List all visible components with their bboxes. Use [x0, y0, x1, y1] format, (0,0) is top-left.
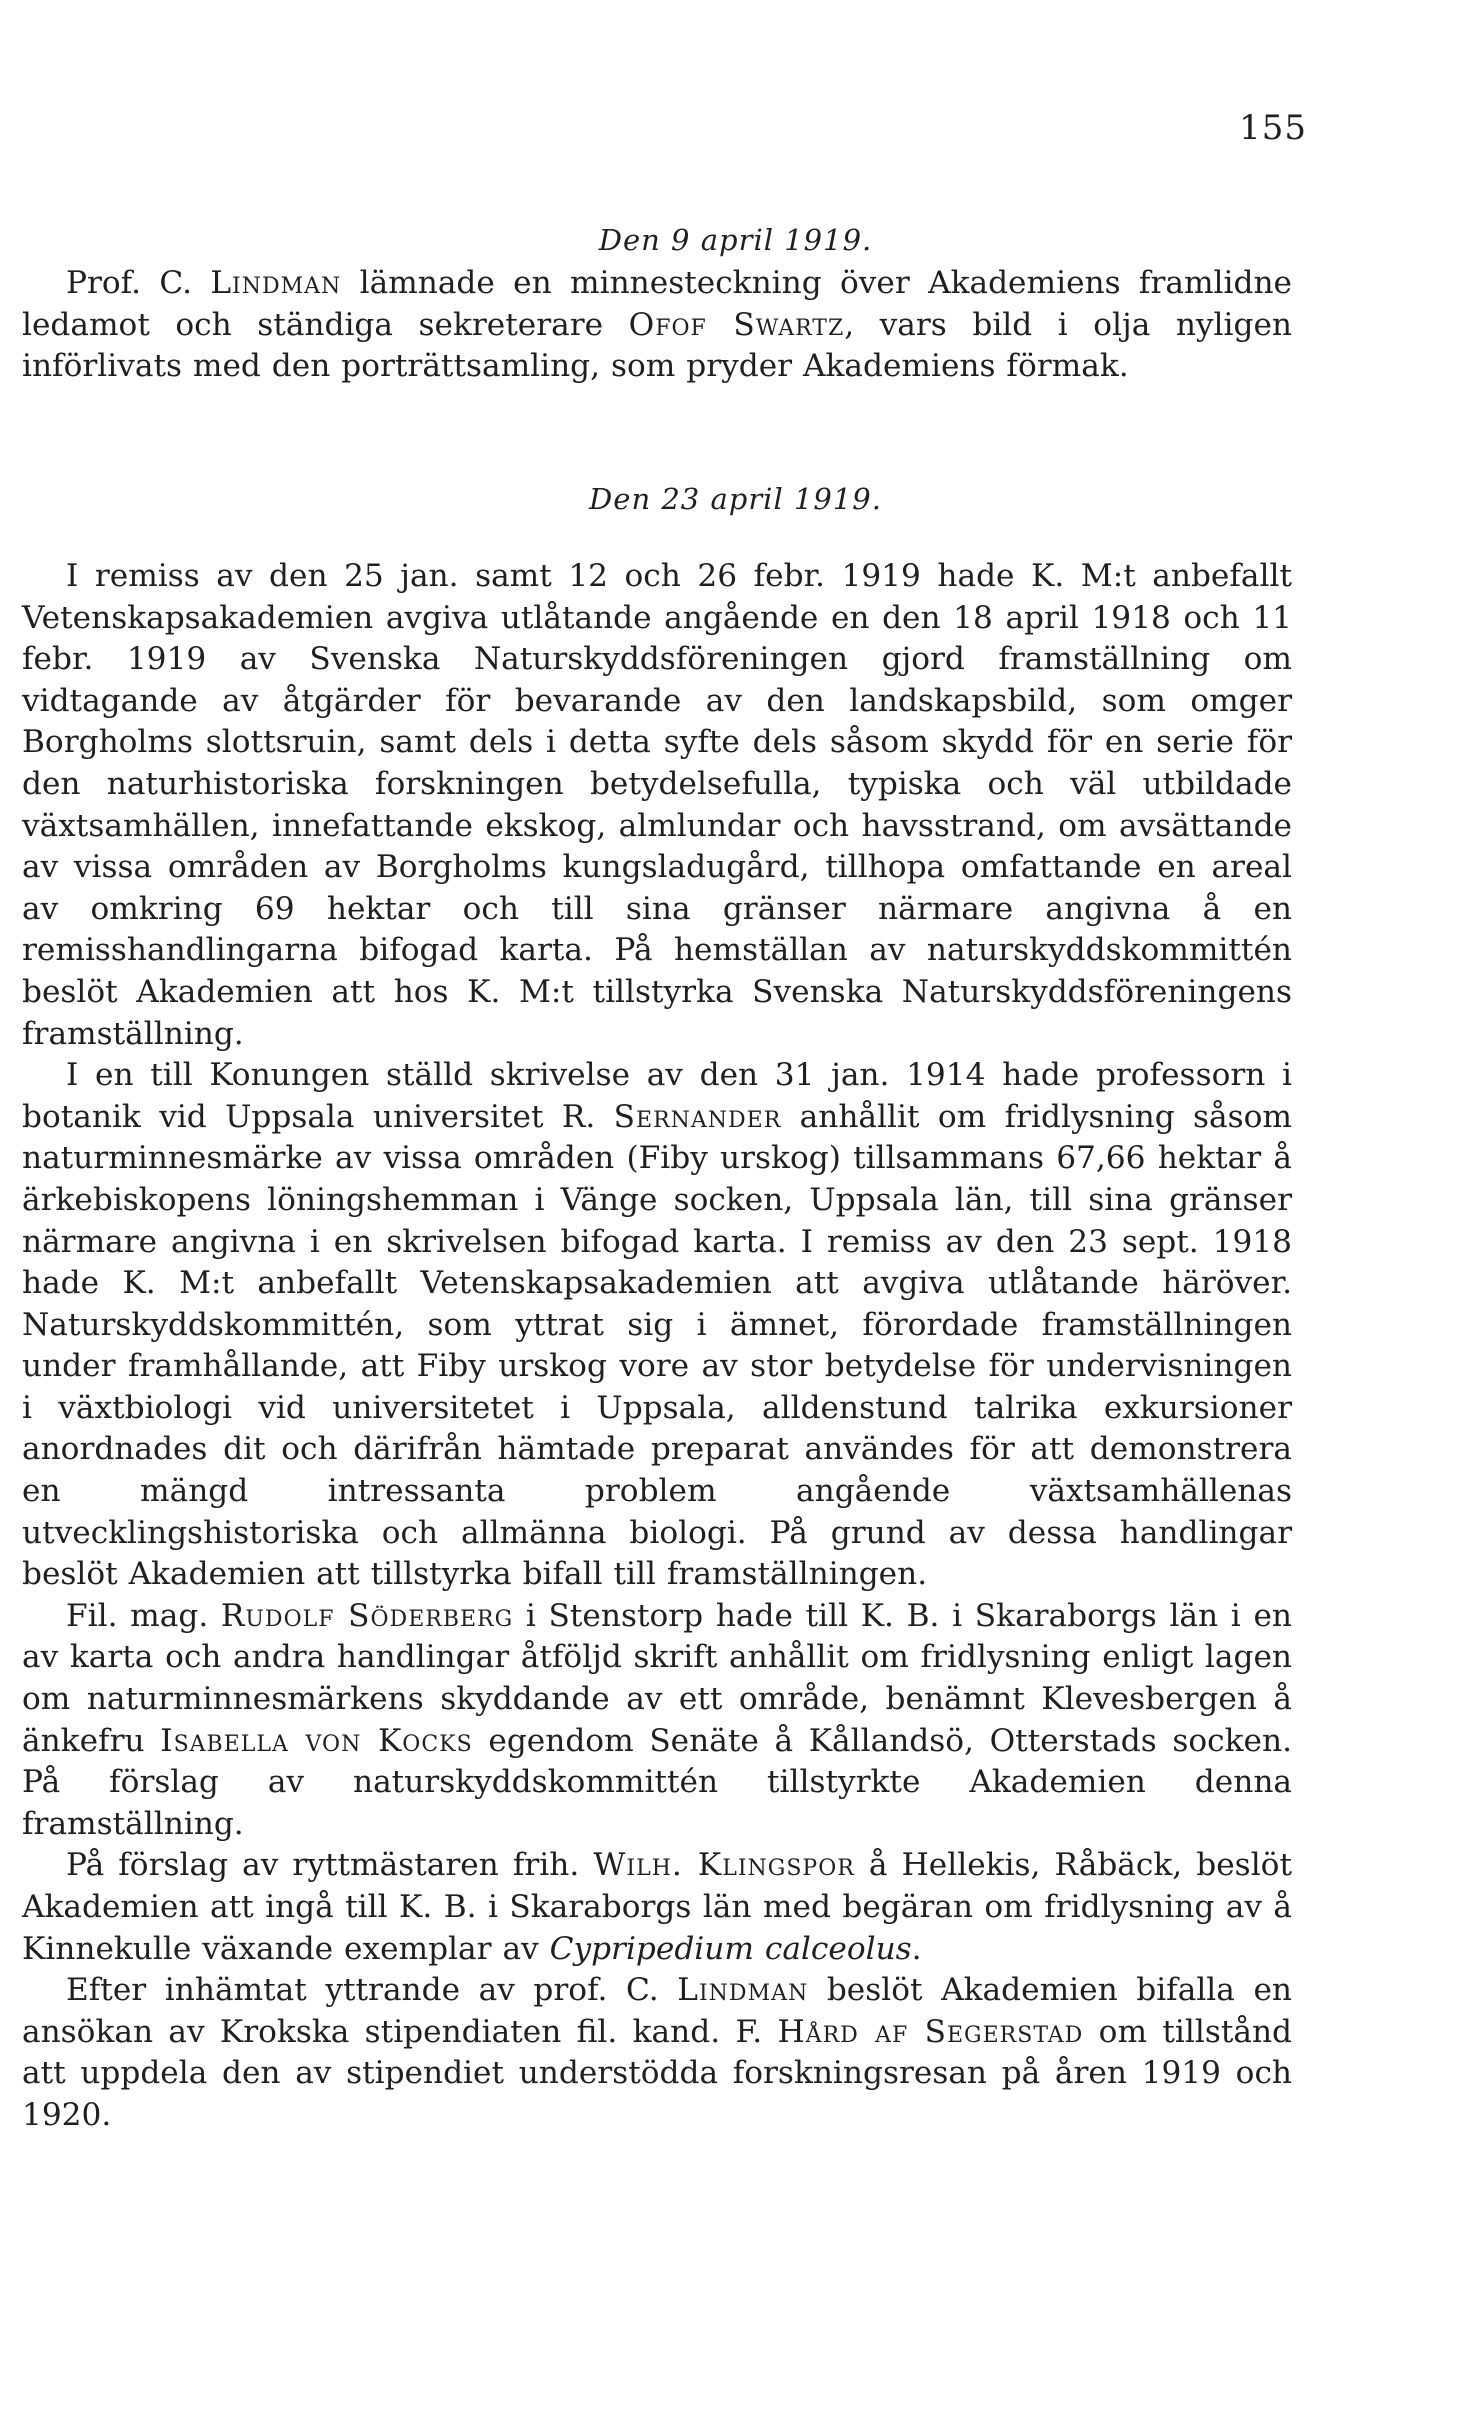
person-name: Hård af Segerstad	[777, 2013, 1084, 2050]
paragraph-lindman-memorial: Prof. C. Lindman lämnade en minnesteckning över Akademiens framlidne ledamot och ständiga sekreterare Ofof Swartz, vars bild i olja nyligen införlivats med den porträttsamling, som pryder Akademiens förmak.	[22, 265, 1293, 385]
person-name: Lindman	[210, 265, 342, 301]
paragraph-borgholm: I remiss av den 25 jan. samt 12 och 26 febr. 1919 hade K. M:t anbefallt Vetenskapsakademien avgiva utlåtande angående en den 18 april 1918 och 11 febr. 1919 av Svenska Naturskyddsföreningen gjord framställning om vidtagande av åtgärder för bevarande av den landskapsbild, som omger Borgholms slottsruin, samt dels i detta syfte dels såsom skydd för en serie för den naturhistoriska forskningen betydelsefulla, typiska och väl utbildade växtsamhällen, innefattande ekskog, almlundar och havsstrand, om avsättande av vissa områden av Borgholms kungsladugård, tillhopa omfattande en areal av omkring 69 hektar och till sina gränser närmare angivna å en remisshandlingarna bifogad karta. På hemställan av naturskyddskommittén beslöt Akademien att hos K. M:t tillstyrka Svenska Naturskyddsföreningens framställning.	[22, 558, 1292, 1052]
date-heading-april-23: Den 23 april 1919.	[589, 482, 882, 516]
date-heading-april-9: Den 9 april 1919.	[598, 223, 873, 257]
person-name: Rudolf Söderberg	[220, 1597, 514, 1634]
section-april-23	[22, 556, 1292, 2137]
person-name: Lindman	[677, 1972, 809, 2009]
person-name: Sernander	[613, 1098, 782, 1135]
paragraph-krokska-stipend: Efter inhämtat yttrande av prof. C. Lindman beslöt Akademien bifalla en ansökan av Krokska stipendiaten fil. kand. F. Hård af Segerstad om tillstånd att uppdela den av stipendiet understödda forskningsresan på åren 1919 och 1920.	[22, 1972, 1292, 2133]
person-name: Ofof Swartz	[628, 306, 845, 343]
paragraph-fiby-urskog: I en till Konungen ställd skrivelse av den 31 jan. 1914 hade professorn i botanik vid Uppsala universitet R. Sernander anhållit om fridlysning såsom naturminnesmärke av vissa områden (Fiby urskog) tillsammans 67,66 hektar å ärkebiskopens löningshemman i Vänge socken, Uppsala län, till sina gränser närmare angivna i en skrivelsen bifogad karta. I remiss av den 23 sept. 1918 hade K. M:t anbefallt Vetenskapsakademien att avgiva utlåtande häröver. Naturskyddskommittén, som yttrat sig i ämnet, förordade framställningen under framhållande, att Fiby urskog vore av stor betydelse för undervisningen i växtbiologi vid universitetet i Uppsala, alldenstund talrika exkursioner anordnades dit och därifrån hämtade preparat användes för att demonstrera en mängd intressanta problem angående växtsamhällenas utvecklingshistoriska och allmänna biologi. På grund av dessa handlingar beslöt Akademien att tillstyrka bifall till framställningen.	[22, 1057, 1292, 1593]
section-april-9	[22, 263, 1292, 388]
species-name: Cypripedium calceolus	[549, 1930, 912, 1967]
paragraph-kinnekulle: På förslag av ryttmästaren frih. Wilh. Klingspor å Hellekis, Råbäck, beslöt Akademien att ingå till K. B. i Skaraborgs län med begäran om fridlysning av å Kinnekulle växande exemplar av Cypripedium calceolus.	[22, 1847, 1292, 1967]
page-number: 155	[1239, 108, 1307, 148]
person-name: Isabella von Kocks	[160, 1722, 473, 1759]
paragraph-klevesbergen: Fil. mag. Rudolf Söderberg i Stenstorp hade till K. B. i Skaraborgs län i en av karta och andra handlingar åtföljd skrift anhållit om fridlysning enligt lagen om naturminnesmärkens skyddande av ett område, benämnt Klevesbergen å änkefru Isabella von Kocks egendom Senäte å Kållandsö, Otterstads socken. På förslag av naturskyddskommittén tillstyrkte Akademien denna framställning.	[22, 1597, 1292, 1842]
person-name: Wilh. Klingspor	[593, 1847, 855, 1884]
